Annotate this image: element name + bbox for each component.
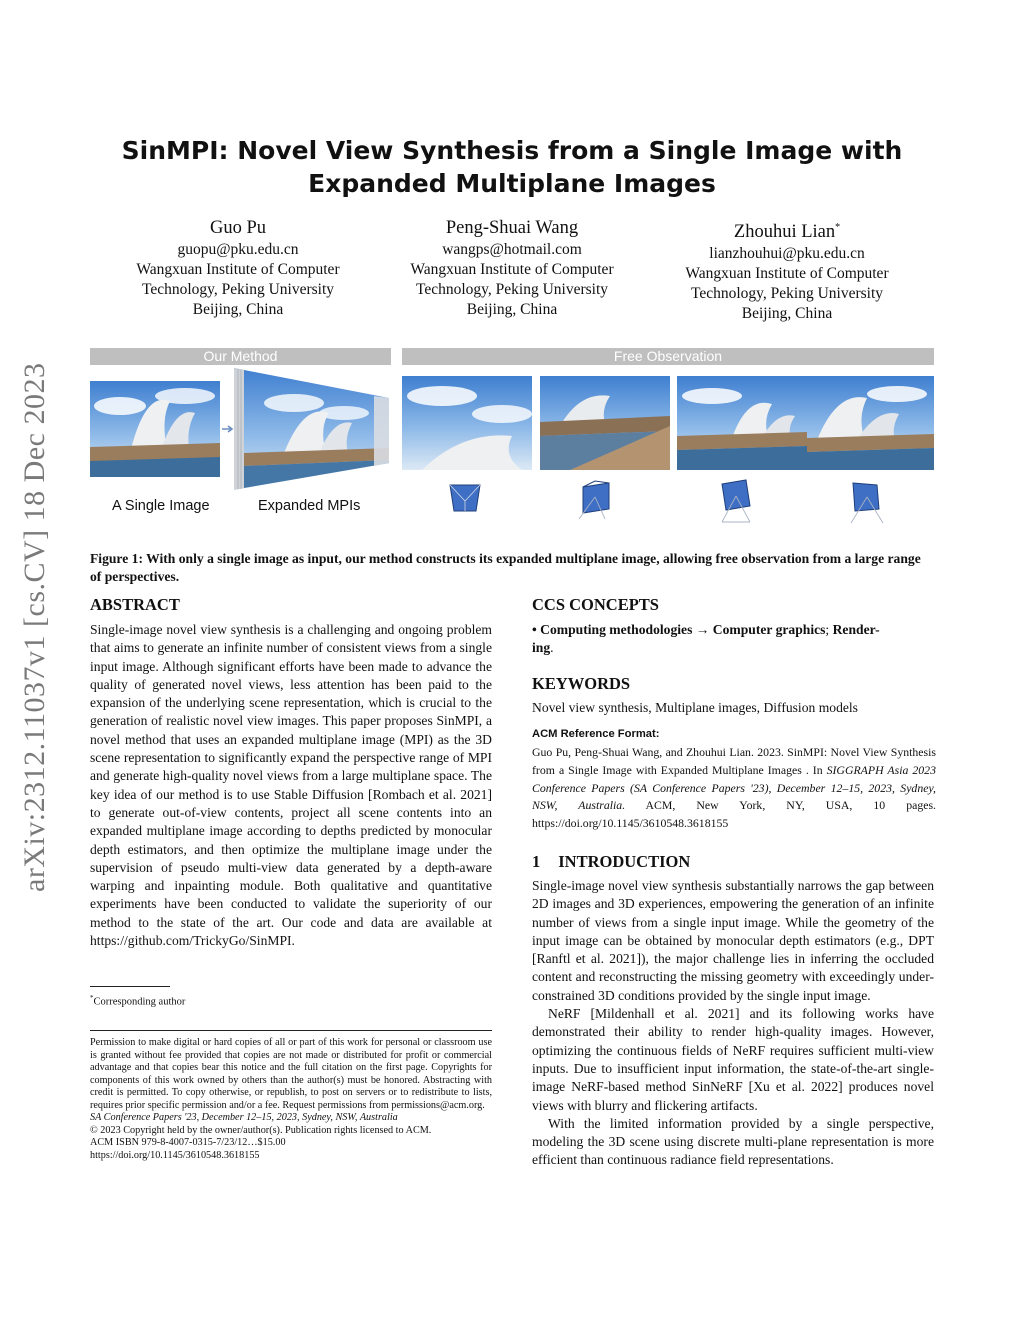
- expanded-mpi-image: [234, 368, 394, 490]
- novel-view-4: [807, 376, 934, 470]
- ccs-heading: CCS CONCEPTS: [532, 595, 659, 614]
- author-affiliation: Technology, Peking University: [690, 285, 884, 303]
- input-image: [90, 381, 220, 477]
- intro-number: 1: [532, 852, 541, 871]
- author-block-3: [647, 216, 927, 324]
- camera-pose-icon-1: [446, 481, 484, 517]
- paper-title: [90, 134, 934, 200]
- ccs-item: Computer graphics: [712, 622, 826, 637]
- author-block-1: [98, 216, 378, 320]
- author-name: [647, 216, 927, 244]
- author-location: Beijing, China: [466, 301, 558, 318]
- novel-view-1: [402, 376, 532, 470]
- intro-heading: [532, 852, 690, 872]
- reference-venue: SIGGRAPH Asia 2023 Conference Papers (SA Conference Papers '23), December 12–15, 2023, Sydney, NSW, Australia.: [532, 762, 936, 813]
- figure-bar-our-method: Our Method: [90, 348, 391, 365]
- reference-publisher: ACM, New York, NY, USA, 10 pages. https://doi.org/10.1145/3610548.3618155: [532, 798, 937, 831]
- author-email: guopu@pku.edu.cn: [177, 241, 299, 258]
- corresponding-mark: *: [835, 222, 841, 233]
- author-name-text: Zhouhui Lian: [733, 222, 836, 243]
- author-block-2: [372, 216, 652, 320]
- footnote-divider: [90, 986, 170, 987]
- camera-pose-icon-3: [716, 478, 756, 524]
- acm-reference-text: [532, 744, 936, 833]
- intro-paragraph-1: Single-image novel view synthesis substantially narrows the gap between 2D images and 3D experiences, empowering the generation of an infinite number of views from a single input image. While the geometry of the input image can be obtained by monocular depth estimators (e.g., DPT [Ranftl et al. 2021]), the major challenge lies in inferring the occluded content and reconstructing the missing geometry with exceedingly under-constrained 3D conditions provided by the single input image.: [532, 878, 934, 1003]
- copyright-line: © 2023 Copyright held by the owner/author(s). Publication rights licensed to ACM.: [90, 1124, 432, 1136]
- novel-view-3: [677, 376, 807, 470]
- permission-text: Permission to make digital or hard copies of all or part of this work for personal or classroom use is granted without fee provided that copies are not made or distributed for profit or commercial advantage and that copies bear this notice and the full citation on the first page. Copyrights for components of this work owned by others than the author(s) must be honored. Abstracting with credit is permitted. To copy otherwise, or republish, to post on servers or to redistribute to lists, requires prior specific permission and/or a fee. Request permissions from permissions@acm.org.: [90, 1037, 492, 1111]
- ccs-concepts: • Computing methodologies → Computer graphics; Render- ing.: [532, 622, 880, 656]
- title-line-1: SinMPI: Novel View Synthesis from a Single Image with: [121, 136, 903, 165]
- footnote-mark: *: [90, 994, 94, 1002]
- ccs-bullet: •: [532, 622, 537, 637]
- keywords-heading: KEYWORDS: [532, 674, 631, 693]
- intro-paragraph-3: With the limited information provided by a single perspective, modeling the 3D scene using discrete multi-plane representation is more efficient than continuous radiance field representations.: [532, 1115, 934, 1168]
- footnote-text: Corresponding author: [93, 996, 186, 1008]
- arxiv-identifier: arXiv:2312.11037v1 [cs.CV] 18 Dec 2023: [18, 362, 51, 892]
- label-single-image: A Single Image: [112, 498, 210, 514]
- acm-reference-heading: ACM Reference Format:: [532, 728, 660, 740]
- ccs-item: Render-: [832, 622, 880, 637]
- label-expanded-mpis: Expanded MPIs: [258, 498, 361, 514]
- doi-link[interactable]: https://doi.org/10.1145/3610548.3618155: [90, 1149, 260, 1161]
- figure-bar-free-observation: Free Observation: [402, 348, 934, 365]
- camera-pose-icon-2: [575, 479, 617, 521]
- author-affiliation: Technology, Peking University: [415, 281, 609, 298]
- abstract-heading: ABSTRACT: [90, 595, 180, 614]
- author-affiliation: Wangxuan Institute of Computer: [136, 261, 340, 278]
- intro-body: [532, 877, 934, 1170]
- reference-citation: Guo Pu, Peng-Shuai Wang, and Zhouhui Lian. 2023. SinMPI: Novel View Synthesis from a Single Image with Expanded Multiplane Images . In: [532, 745, 936, 777]
- isbn-line: ACM ISBN 979-8-4007-0315-7/23/12…$15.00: [90, 1137, 286, 1148]
- author-name: Guo Pu: [209, 218, 267, 238]
- footnote: [90, 994, 185, 1008]
- abstract-text: Single-image novel view synthesis is a challenging and ongoing problem that aims to generate an infinite number of consistent views from a single input image. Although significant efforts have been made to advance the quality of generated novel views, less attention has been paid to the expansion of the underlying scene representation, which is crucial to the generation of realistic novel view images. This paper proposes SinMPI, a novel method that uses an expanded multiplane image (MPI) as the 3D scene representation to significantly expand the perspective range of MPI and generate high-quality novel views from a large multiplane space. The key idea of our method is to use Stable Diffusion [Rombach et al. 2021] to generate out-of-view contents, project all scene contents into an expanded multiplane image according to depths predicted by monocular depth estimators, and then optimize the multiplane image under the supervision of pseudo multi-view data generated by a depth-aware warping and inpainting module. Both qualitative and quantitative experiments have been conducted to validate the superiority of our method to the state of the art. Our code and data are available at https://github.com/TrickyGo/SinMPI.: [90, 622, 492, 949]
- intro-paragraph-2: NeRF [Mildenhall et al. 2021] and its following works have demonstrated their ability to render high-quality images. However, optimizing the continuous fields of NeRF requires sufficient multi-view inputs. Due to insufficient input information, the state-of-the-art single-image NeRF-based method SinNeRF [Xu et al. 2022] produces novel views with blurry and flickering artifacts.: [532, 1006, 934, 1113]
- author-email: wangps@hotmail.com: [442, 241, 582, 258]
- arrow-right-icon: [221, 424, 235, 434]
- author-name: Peng-Shuai Wang: [445, 218, 579, 238]
- title-line-2: Expanded Multiplane Images: [308, 169, 716, 198]
- ccs-item: ing: [532, 640, 551, 656]
- author-affiliation: Wangxuan Institute of Computer: [685, 265, 889, 283]
- conference-venue: SA Conference Papers '23, December 12–15, 2023, Sydney, NSW, Australia: [90, 1112, 398, 1123]
- author-email: lianzhouhui@pku.edu.cn: [709, 245, 865, 263]
- permission-block: [90, 1037, 492, 1162]
- novel-view-2: [540, 376, 670, 470]
- figure-1: [90, 348, 934, 528]
- author-location: Beijing, China: [192, 301, 284, 318]
- camera-pose-icon-4: [847, 479, 887, 525]
- author-location: Beijing, China: [741, 305, 833, 323]
- author-affiliation: Technology, Peking University: [141, 281, 335, 298]
- figure-1-caption: Figure 1: With only a single image as input, our method constructs its expanded multiplane image, allowing free observation from a large range of perspectives.: [90, 551, 921, 585]
- keywords-text: Novel view synthesis, Multiplane images, Diffusion models: [532, 700, 858, 715]
- permission-divider: [90, 1030, 492, 1031]
- ccs-arrow: →: [695, 622, 710, 637]
- ccs-item: Computing methodologies: [540, 622, 693, 637]
- intro-title: INTRODUCTION: [558, 852, 691, 871]
- author-affiliation: Wangxuan Institute of Computer: [410, 261, 614, 278]
